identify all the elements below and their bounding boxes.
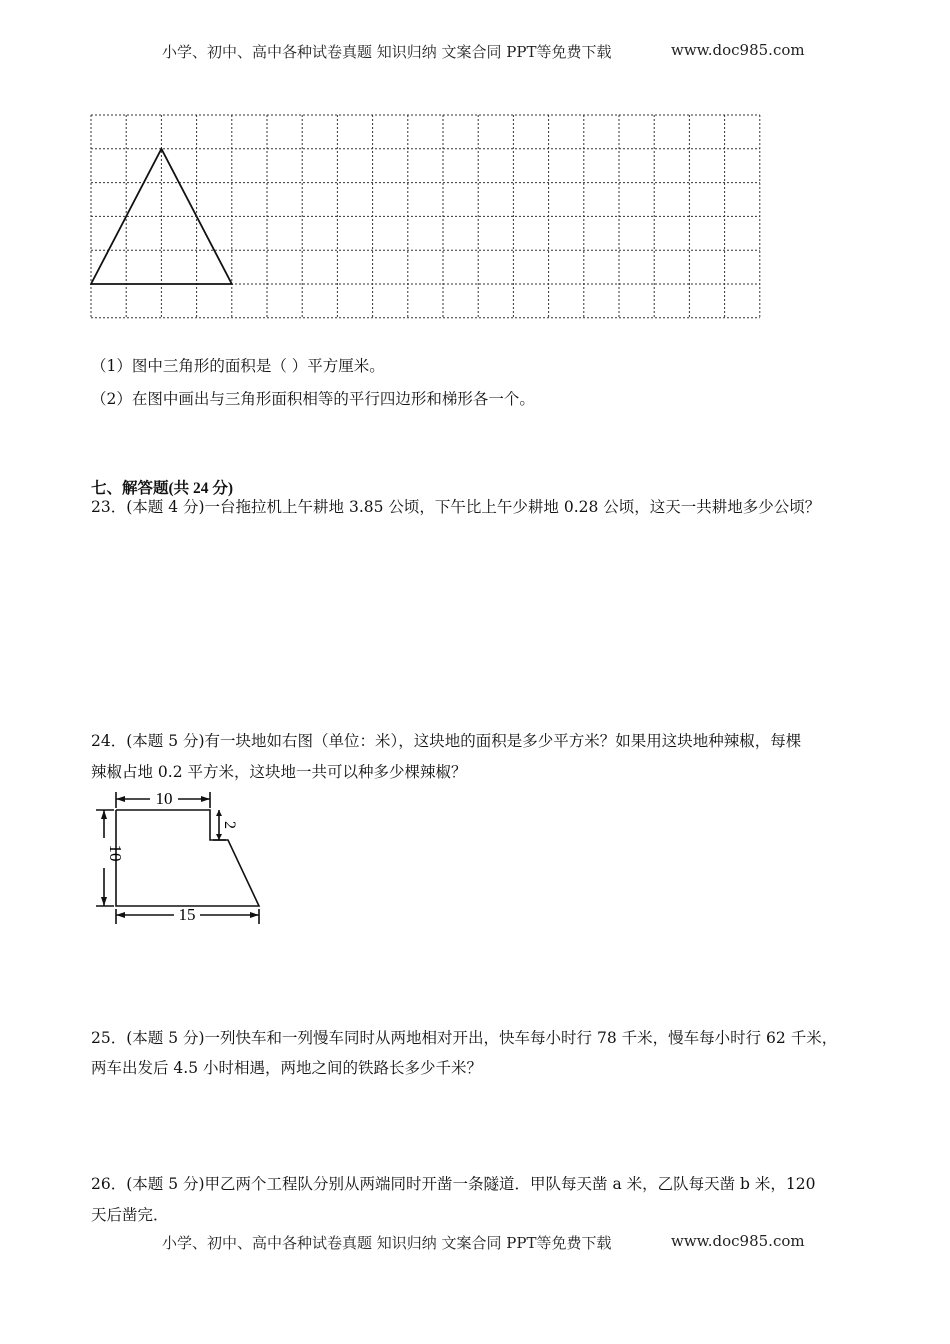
left-dimension-label: 10 [106,844,125,862]
notch-dimension-label: 2 [221,821,238,829]
question-25-line-2: 两车出发后 4.5 小时相遇，两地之间的铁路长多少千米？ [91,1059,483,1077]
question-24-line-2: 辣椒占地 0.2 平方米，这块地一共可以种多少棵辣椒？ [91,763,467,781]
question-23: 23．(本题 4 分)一台拖拉机上午耕地 3.85 公顷，下午比上午少耕地 0.28 公顷，这天一共耕地多少公顷？ [91,498,821,516]
dotted-grid [91,115,760,318]
land-figure [92,788,267,928]
question-25-line-1: 25．(本题 5 分)一列快车和一列慢车同时从两地相对开出，快车每小时行 78 千米，慢车每小时行 62 千米， [91,1029,838,1047]
grid-question-1: （1）图中三角形的面积是（ ）平方厘米。 [91,357,385,375]
question-26-line-1: 26．(本题 5 分)甲乙两个工程队分别从两端同时开凿一条隧道．甲队每天凿 a 米，乙队每天凿 b 米，120 [91,1175,816,1193]
header-site-link[interactable]: www.doc985.com [671,41,805,59]
header-site[interactable] [671,41,805,59]
bottom-dimension-label: 15 [178,905,196,924]
section-title: 七、解答题(共 24 分) [91,480,234,497]
footer-site[interactable] [671,1232,805,1250]
question-26-line-2: 天后凿完． [91,1206,169,1224]
page-footer [162,1232,612,1253]
header-text: 小学、初中、高中各种试卷真题 知识归纳 文案合同 PPT等免费下载 [162,43,612,61]
top-dimension-label: 10 [155,789,173,808]
footer-text: 小学、初中、高中各种试卷真题 知识归纳 文案合同 PPT等免费下载 [162,1234,612,1252]
page-header [162,41,612,62]
grid-question-2: （2）在图中画出与三角形面积相等的平行四边形和梯形各一个。 [91,390,535,408]
question-24-line-1: 24．(本题 5 分)有一块地如右图（单位：米），这块地的面积是多少平方米？如果用这块地种辣椒，每棵 [91,732,802,750]
footer-site-link[interactable]: www.doc985.com [671,1232,805,1250]
grid-figure [90,114,762,319]
